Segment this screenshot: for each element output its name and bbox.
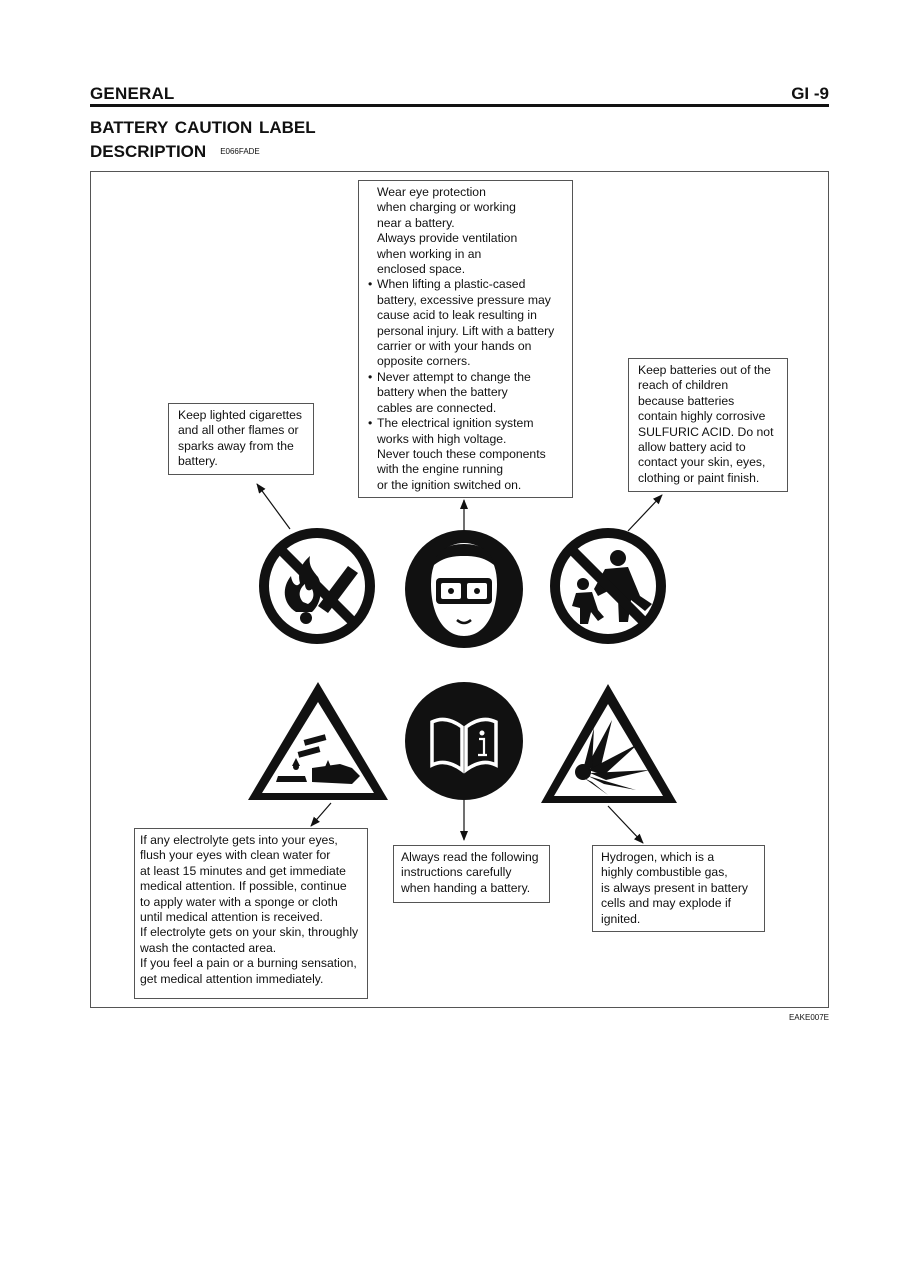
callout-eye-line: carrier or with your hands on	[377, 339, 532, 354]
callout-children-line: reach of children	[638, 378, 729, 393]
callout-electrolyte-line: at least 15 minutes and get immediate	[140, 863, 346, 878]
callout-eye-line: works with high voltage.	[377, 431, 507, 446]
callout-electrolyte-line: medical attention. If possible, continue	[140, 879, 347, 894]
callout-children-line: SULFURIC ACID. Do not	[638, 424, 774, 439]
section-title: BATTERY CAUTION LABEL	[90, 118, 316, 137]
header-page-number: GI -9	[791, 84, 829, 103]
callout-electrolyte-line: If any electrolyte gets into your eyes,	[140, 833, 338, 847]
callout-hydrogen	[592, 845, 765, 932]
callout-eye-line: Never touch these components	[377, 446, 546, 461]
callout-eye-line: when working in an	[377, 246, 482, 261]
callout-hydrogen-line: ignited.	[601, 911, 641, 926]
callout-children	[628, 358, 788, 492]
callout-instructions-line: instructions carefully	[401, 865, 512, 880]
callout-eye-line: Always provide ventilation	[377, 231, 518, 246]
callout-eye-line: Wear eye protection	[377, 185, 486, 199]
callout-hydrogen-line: is always present in battery	[601, 880, 748, 895]
callout-flames-line: and all other flames or	[178, 423, 299, 438]
callout-eye-protection	[358, 180, 573, 498]
arrow-children	[628, 495, 662, 531]
callout-eye-line: or the ignition switched on.	[377, 477, 522, 492]
callout-children-line: allow battery acid to	[638, 440, 746, 455]
callout-hydrogen-line: highly combustible gas,	[601, 865, 728, 880]
callout-eye-line: with the engine running	[377, 462, 504, 477]
callout-hydrogen-line: Hydrogen, which is a	[601, 850, 715, 864]
callout-eye-line: personal injury. Lift with a battery	[377, 323, 555, 338]
callout-electrolyte-line: flush your eyes with clean water for	[140, 848, 331, 863]
corrosive-warning-icon	[248, 682, 388, 800]
callout-electrolyte-line: wash the contacted area.	[140, 940, 277, 955]
callout-flames-line: Keep lighted cigarettes	[178, 408, 302, 422]
callout-eye-line: battery when the battery	[377, 385, 508, 400]
callout-children-line: clothing or paint finish.	[638, 470, 760, 485]
callout-flames-line: battery.	[178, 454, 218, 469]
section-code: E066FADE	[220, 147, 260, 156]
callout-children-line: contain highly corrosive	[638, 409, 766, 424]
figure-code: EAKE007E	[788, 1013, 829, 1022]
callout-eye-line: enclosed space.	[377, 262, 466, 277]
arrow-electrolyte	[311, 803, 331, 826]
no-flames-icon	[264, 533, 370, 639]
callout-eye-bullet-line: • When lifting a plastic-cased	[377, 277, 563, 292]
callout-eye-line: near a battery.	[377, 215, 455, 230]
callout-flames	[168, 403, 314, 475]
callout-children-line: contact your skin, eyes,	[638, 455, 766, 470]
eye-protection-icon	[405, 530, 523, 648]
callout-instructions-line: when handing a battery.	[401, 880, 531, 895]
arrow-flames	[257, 484, 290, 529]
callout-eye-line: cause acid to leak resulting in	[377, 308, 537, 323]
callout-eye-line: when charging or working	[377, 200, 516, 215]
callout-children-line: Keep batteries out of the	[638, 363, 771, 377]
callout-electrolyte-line: If you feel a pain or a burning sensation,	[140, 956, 357, 971]
callout-eye-line: battery, excessive pressure may	[377, 292, 551, 307]
subtitle-text: DESCRIPTION	[90, 142, 207, 161]
keep-away-from-children-icon	[555, 533, 661, 639]
callout-flames-line: sparks away from the	[178, 438, 294, 453]
callout-electrolyte-line: If electrolyte gets on your skin, throughly	[140, 925, 359, 940]
callout-eye-bullet-line: • Never attempt to change the	[377, 370, 563, 385]
callout-instructions-line: Always read the following	[401, 850, 539, 864]
callout-children-line: because batteries	[638, 393, 735, 408]
callout-electrolyte	[134, 828, 368, 999]
callout-instructions	[393, 845, 550, 903]
arrow-hydrogen	[608, 806, 643, 843]
read-manual-icon	[405, 682, 523, 800]
callout-hydrogen-line: cells and may explode if	[601, 896, 732, 911]
callout-eye-line: opposite corners.	[377, 354, 471, 369]
callout-electrolyte-line: get medical attention immediately.	[140, 971, 324, 986]
explosion-warning-icon	[541, 684, 677, 803]
callout-electrolyte-line: until medical attention is received.	[140, 910, 323, 925]
callout-eye-bullet-line: • The electrical ignition system	[377, 416, 563, 431]
header-section-name: GENERAL	[90, 84, 175, 103]
callout-eye-line: cables are connected.	[377, 400, 497, 415]
callout-electrolyte-line: to apply water with a sponge or cloth	[140, 894, 338, 909]
